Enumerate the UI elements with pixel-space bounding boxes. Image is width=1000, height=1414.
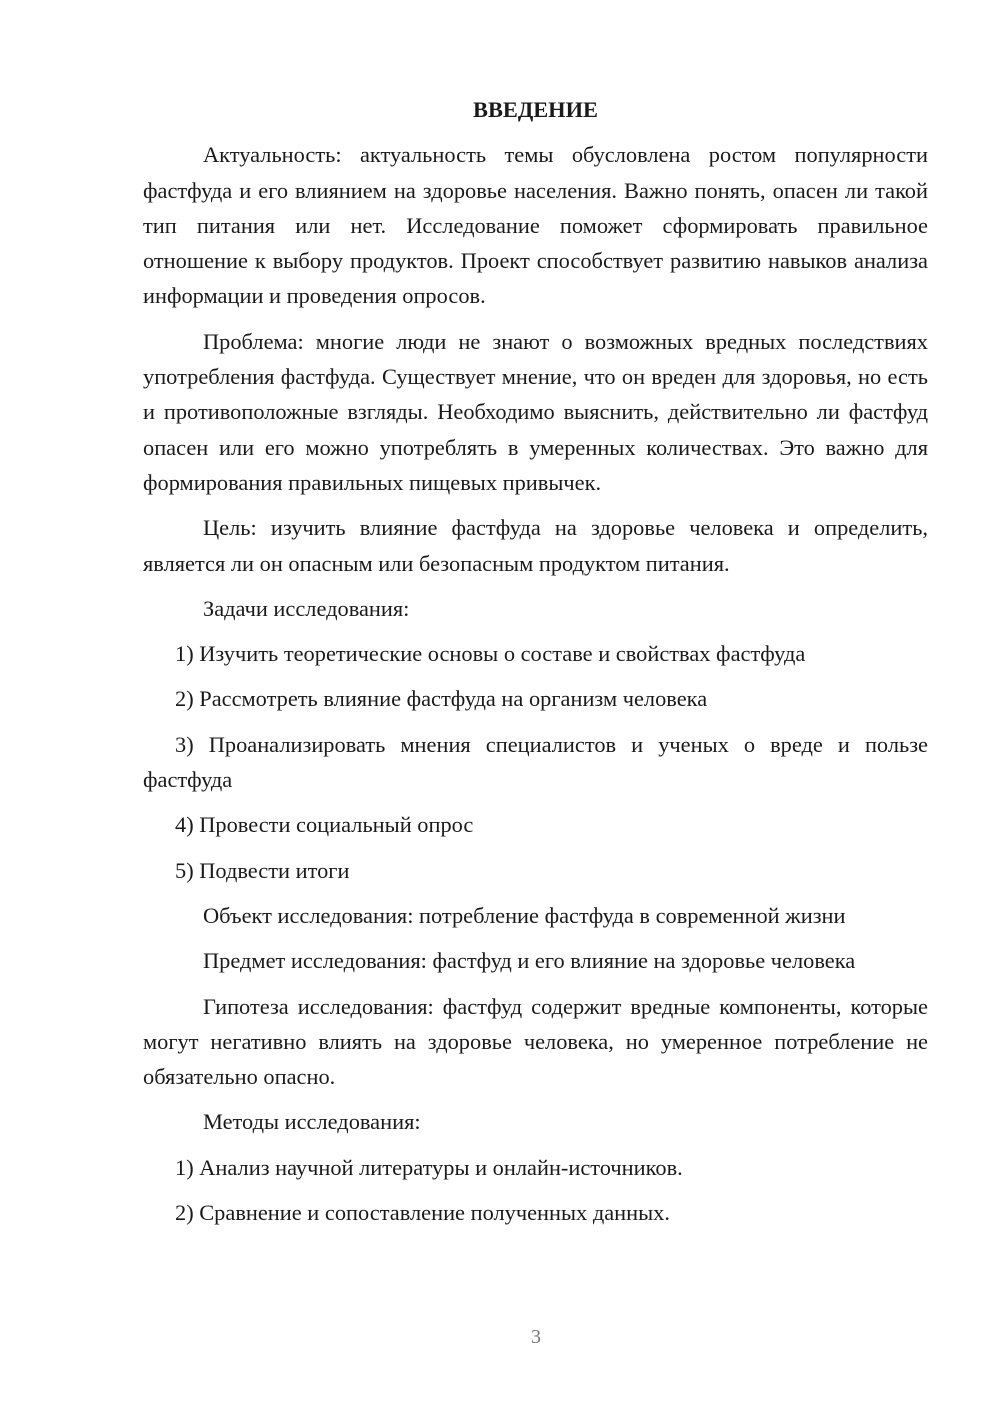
paragraph-hypothesis: Гипотеза исследования: фастфуд содержит вредные компоненты, которые могут негативно влиять на здоровье человека, но умеренное потребление не обязательно опасно. [143, 993, 928, 1090]
task-item-2: 2) Рассмотреть влияние фастфуда на организм человека [175, 686, 708, 712]
page-number: 3 [531, 1326, 541, 1348]
paragraph-object: Объект исследования: потребление фастфуда в современной жизни [203, 902, 846, 928]
task-item-1: 1) Изучить теоретические основы о составе и свойствах фастфуда [175, 641, 806, 667]
page-content [143, 92, 928, 1240]
task-item-4: 4) Провести социальный опрос [175, 812, 474, 838]
paragraph-problem: Проблема: многие люди не знают о возможных вредных последствиях употребления фастфуда. Существует мнение, что он вреден для здоровья, но есть и противоположные взгляды. Необходимо выяснить, действительно ли фастфуд опасен или его можно употреблять в умеренных количествах. Это важно для формирования правильных пищевых привычек. [143, 328, 928, 495]
paragraph-methods-heading: Методы исследования: [203, 1109, 421, 1135]
page-title: ВВЕДЕНИЕ [473, 97, 598, 122]
task-item-5: 5) Подвести итоги [175, 857, 350, 883]
paragraph-tasks-heading: Задачи исследования: [203, 595, 410, 621]
method-item-1: 1) Анализ научной литературы и онлайн-источников. [175, 1154, 683, 1180]
paragraph-goal: Цель: изучить влияние фастфуда на здоровье человека и определить, является ли он опасным или безопасным продуктом питания. [143, 515, 928, 576]
task-item-3: 3) Проанализировать мнения специалистов и ученых о вреде и пользе фастфуда [143, 731, 928, 793]
method-item-2: 2) Сравнение и сопоставление полученных данных. [175, 1200, 670, 1226]
paragraph-relevance: Актуальность: актуальность темы обусловлена ростом популярности фастфуда и его влиянием на здоровье населения. Важно понять, опасен ли такой тип питания или нет. Исследование поможет сформировать правильное отношение к выбору продуктов. Проект способствует развитию навыков анализа информации и проведения опросов. [143, 142, 928, 309]
paragraph-subject: Предмет исследования: фастфуд и его влияние на здоровье человека [203, 948, 856, 974]
